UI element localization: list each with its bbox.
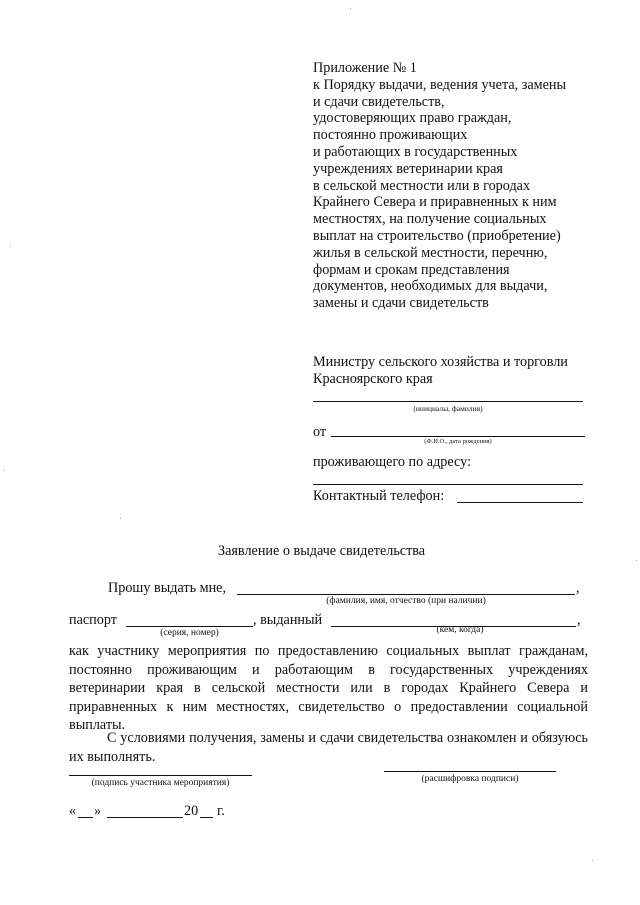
date-close-quote: » <box>94 803 102 819</box>
application-title: Заявление о выдаче свидетельства <box>218 543 426 559</box>
initials-caption: (инициалы, фамилия) <box>413 404 483 413</box>
date-year-field-line[interactable] <box>200 817 213 818</box>
residing-label: проживающего по адресу: <box>313 454 472 470</box>
issued-comma: , <box>577 612 581 628</box>
applicant-name-field-line[interactable] <box>237 594 575 595</box>
annex-line: жилья в сельской местности, перечню, <box>313 244 548 261</box>
request-label: Прошу выдать мне, <box>108 580 227 596</box>
phone-field-line[interactable] <box>457 502 583 503</box>
decoding-field-line[interactable] <box>384 771 556 772</box>
scan-speck <box>592 860 593 861</box>
phone-label: Контактный телефон: <box>313 488 445 504</box>
initials-field-line[interactable] <box>313 401 583 402</box>
annex-line: постоянно проживающих <box>313 127 468 144</box>
scan-speck <box>350 8 351 9</box>
annex-line: удостоверяющих право граждан, <box>313 110 512 127</box>
annex-line: документов, необходимых для выдачи, <box>313 278 548 295</box>
scan-speck <box>120 518 121 519</box>
scan-speck <box>636 560 637 561</box>
issuer-caption: (кем, когда) <box>436 625 484 635</box>
signature-caption: (подпись участника мероприятия) <box>91 778 230 788</box>
series-caption: (серия, номер) <box>160 628 219 638</box>
date-year-prefix: 20 <box>184 803 199 819</box>
address-field-line[interactable] <box>313 484 583 485</box>
annex-line: в сельской местности или в городах <box>313 177 531 194</box>
decoding-caption: (расшифровка подписи) <box>421 774 519 784</box>
annex-line: к Порядку выдачи, ведения учета, замены <box>313 76 567 93</box>
annex-line: замены и сдачи свидетельств <box>313 295 489 312</box>
fio-field-line[interactable] <box>331 436 585 437</box>
agreement-paragraph: С условиями получения, замены и сдачи свидетельства ознакомлен и обязуюсь их выполнять. <box>69 730 588 765</box>
annex-header <box>313 60 603 312</box>
date-day-field-line[interactable] <box>78 817 93 818</box>
body-paragraph: как участнику мероприятия по предоставлению социальных выплат гражданам, постоянно проживающим и работающим в государственных учреждениях ветеринарии края в сельской местности или в городах Крайнего Севера и приравненных к ним местностях, свидетельство о предоставлении социальной выплаты. <box>69 643 588 733</box>
scan-speck <box>10 246 11 247</box>
scan-speck <box>4 470 5 471</box>
from-label: от <box>313 424 327 440</box>
name-caption: (фамилия, имя, отчество (при наличии) <box>326 596 486 606</box>
annex-line: выплат на строительство (приобретение) <box>313 227 561 244</box>
date-open-quote: « <box>69 803 77 819</box>
annex-line: и работающих в государственных <box>313 143 518 160</box>
annex-line: учреждениях ветеринарии края <box>313 160 503 177</box>
addressee-line-2: Красноярского края <box>313 371 433 387</box>
annex-line: формам и срокам представления <box>313 261 510 278</box>
request-comma: , <box>576 580 580 596</box>
addressee-line-1: Министру сельского хозяйства и торговли <box>313 354 568 370</box>
passport-series-field-line[interactable] <box>126 626 253 627</box>
date-month-field-line[interactable] <box>107 817 183 818</box>
annex-line: местностях, на получение социальных <box>313 211 547 228</box>
fio-caption: (Ф.И.О., дата рождения) <box>424 438 492 445</box>
annex-line: и сдачи свидетельств, <box>313 93 445 110</box>
annex-line: Крайнего Севера и приравненных к ним <box>313 194 557 211</box>
annex-line: Приложение № 1 <box>313 60 417 76</box>
issued-label: , выданный <box>253 612 323 628</box>
passport-label: паспорт <box>69 612 117 628</box>
signature-field-line[interactable] <box>69 775 252 776</box>
date-year-suffix: г. <box>217 803 225 819</box>
